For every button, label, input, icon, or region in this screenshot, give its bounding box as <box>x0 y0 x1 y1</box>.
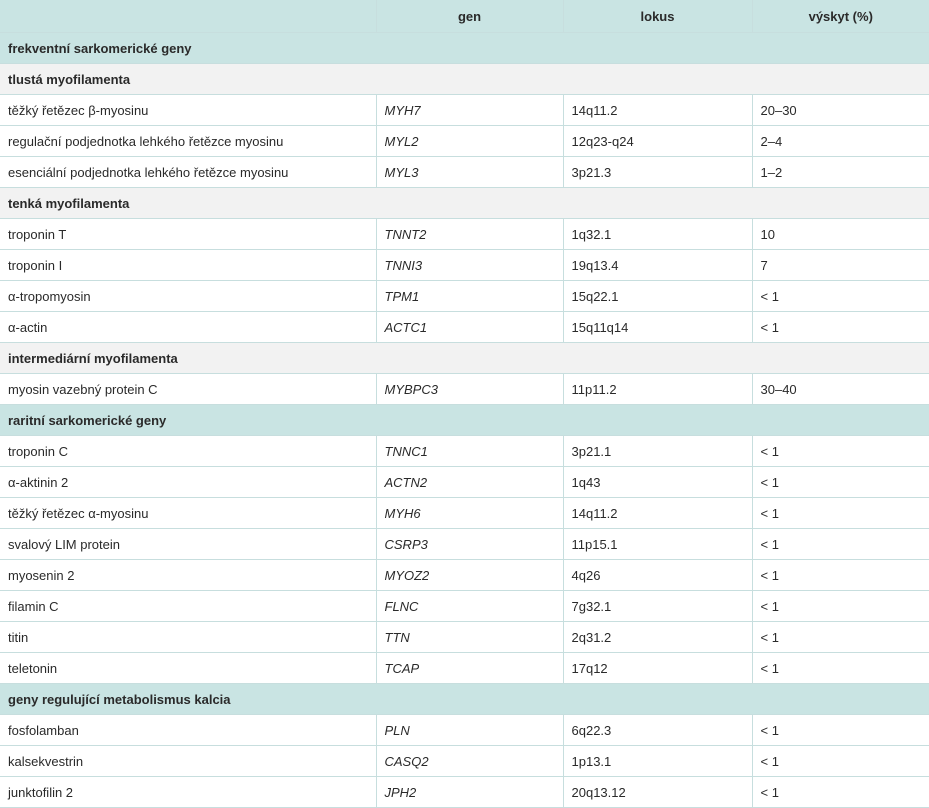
locus-cell: 1p13.1 <box>563 746 752 777</box>
locus-cell: 14q11.2 <box>563 95 752 126</box>
gene-cell: TPM1 <box>376 281 563 312</box>
locus-cell: 6q22.3 <box>563 715 752 746</box>
table-row <box>0 157 929 188</box>
protein-name-cell: esenciální podjednotka lehkého řetězce myosinu <box>0 157 376 188</box>
occurrence-cell: < 1 <box>752 436 929 467</box>
category-label: frekventní sarkomerické geny <box>0 33 929 64</box>
gene-cell: JPH2 <box>376 777 563 808</box>
occurrence-cell: 7 <box>752 250 929 281</box>
table-row <box>0 715 929 746</box>
gene-cell: TNNT2 <box>376 219 563 250</box>
occurrence-cell: 1–2 <box>752 157 929 188</box>
protein-name-cell: troponin T <box>0 219 376 250</box>
occurrence-cell: < 1 <box>752 715 929 746</box>
locus-cell: 20q13.12 <box>563 777 752 808</box>
occurrence-cell: < 1 <box>752 746 929 777</box>
locus-cell: 12q23-q24 <box>563 126 752 157</box>
protein-name-cell: titin <box>0 622 376 653</box>
protein-name-cell: troponin I <box>0 250 376 281</box>
header-row <box>0 0 929 33</box>
table-row <box>0 653 929 684</box>
occurrence-cell: < 1 <box>752 281 929 312</box>
gene-cell: ACTN2 <box>376 467 563 498</box>
locus-cell: 17q12 <box>563 653 752 684</box>
subcategory-row <box>0 188 929 219</box>
protein-name-cell: α-aktinin 2 <box>0 467 376 498</box>
gene-cell: MYH6 <box>376 498 563 529</box>
table-row <box>0 467 929 498</box>
table-row <box>0 281 929 312</box>
category-row <box>0 405 929 436</box>
table-row <box>0 219 929 250</box>
occurrence-cell: 2–4 <box>752 126 929 157</box>
protein-name-cell: myosenin 2 <box>0 560 376 591</box>
table-row <box>0 250 929 281</box>
occurrence-cell: 20–30 <box>752 95 929 126</box>
table-row <box>0 312 929 343</box>
occurrence-cell: 10 <box>752 219 929 250</box>
occurrence-cell: < 1 <box>752 560 929 591</box>
gene-cell: MYOZ2 <box>376 560 563 591</box>
locus-cell: 2q31.2 <box>563 622 752 653</box>
gene-cell: PLN <box>376 715 563 746</box>
locus-cell: 11p15.1 <box>563 529 752 560</box>
gene-cell: TNNC1 <box>376 436 563 467</box>
protein-name-cell: junktofilin 2 <box>0 777 376 808</box>
subcategory-label: tenká myofilamenta <box>0 188 929 219</box>
gene-cell: CSRP3 <box>376 529 563 560</box>
gene-cell: MYL2 <box>376 126 563 157</box>
table-row <box>0 622 929 653</box>
table-row <box>0 529 929 560</box>
protein-name-cell: těžký řetězec β-myosinu <box>0 95 376 126</box>
gene-cell: TTN <box>376 622 563 653</box>
protein-name-cell: α-actin <box>0 312 376 343</box>
subcategory-label: tlustá myofilamenta <box>0 64 929 95</box>
table-body <box>0 33 929 808</box>
table-row <box>0 374 929 405</box>
gene-cell: MYH7 <box>376 95 563 126</box>
occurrence-cell: < 1 <box>752 467 929 498</box>
table-row <box>0 95 929 126</box>
protein-name-cell: myosin vazebný protein C <box>0 374 376 405</box>
table-row <box>0 498 929 529</box>
locus-cell: 4q26 <box>563 560 752 591</box>
gene-cell: TNNI3 <box>376 250 563 281</box>
locus-cell: 3p21.1 <box>563 436 752 467</box>
header-gene: gen <box>376 0 563 33</box>
table-row <box>0 436 929 467</box>
category-row <box>0 33 929 64</box>
occurrence-cell: < 1 <box>752 529 929 560</box>
table-row <box>0 777 929 808</box>
category-label: geny regulující metabolismus kalcia <box>0 684 929 715</box>
header-locus: lokus <box>563 0 752 33</box>
subcategory-label: intermediární myofilamenta <box>0 343 929 374</box>
protein-name-cell: filamin C <box>0 591 376 622</box>
protein-name-cell: svalový LIM protein <box>0 529 376 560</box>
protein-name-cell: těžký řetězec α-myosinu <box>0 498 376 529</box>
gene-cell: FLNC <box>376 591 563 622</box>
occurrence-cell: < 1 <box>752 777 929 808</box>
table-row <box>0 560 929 591</box>
table-header <box>0 0 929 33</box>
category-row <box>0 684 929 715</box>
subcategory-row <box>0 64 929 95</box>
occurrence-cell: < 1 <box>752 498 929 529</box>
occurrence-cell: < 1 <box>752 591 929 622</box>
locus-cell: 15q22.1 <box>563 281 752 312</box>
protein-name-cell: regulační podjednotka lehkého řetězce myosinu <box>0 126 376 157</box>
occurrence-cell: < 1 <box>752 653 929 684</box>
locus-cell: 7g32.1 <box>563 591 752 622</box>
gene-cell: MYL3 <box>376 157 563 188</box>
table-row <box>0 591 929 622</box>
gene-cell: ACTC1 <box>376 312 563 343</box>
locus-cell: 1q43 <box>563 467 752 498</box>
category-label: raritní sarkomerické geny <box>0 405 929 436</box>
locus-cell: 19q13.4 <box>563 250 752 281</box>
subcategory-row <box>0 343 929 374</box>
occurrence-cell: < 1 <box>752 622 929 653</box>
gene-cell: CASQ2 <box>376 746 563 777</box>
protein-name-cell: α-tropomyosin <box>0 281 376 312</box>
table-row <box>0 746 929 777</box>
locus-cell: 14q11.2 <box>563 498 752 529</box>
locus-cell: 1q32.1 <box>563 219 752 250</box>
table-row <box>0 126 929 157</box>
occurrence-cell: < 1 <box>752 312 929 343</box>
header-protein <box>0 0 376 33</box>
protein-name-cell: troponin C <box>0 436 376 467</box>
gene-cell: TCAP <box>376 653 563 684</box>
protein-name-cell: fosfolamban <box>0 715 376 746</box>
header-occurrence: výskyt (%) <box>752 0 929 33</box>
locus-cell: 11p11.2 <box>563 374 752 405</box>
locus-cell: 15q11q14 <box>563 312 752 343</box>
gene-cell: MYBPC3 <box>376 374 563 405</box>
protein-name-cell: kalsekvestrin <box>0 746 376 777</box>
occurrence-cell: 30–40 <box>752 374 929 405</box>
protein-name-cell: teletonin <box>0 653 376 684</box>
locus-cell: 3p21.3 <box>563 157 752 188</box>
